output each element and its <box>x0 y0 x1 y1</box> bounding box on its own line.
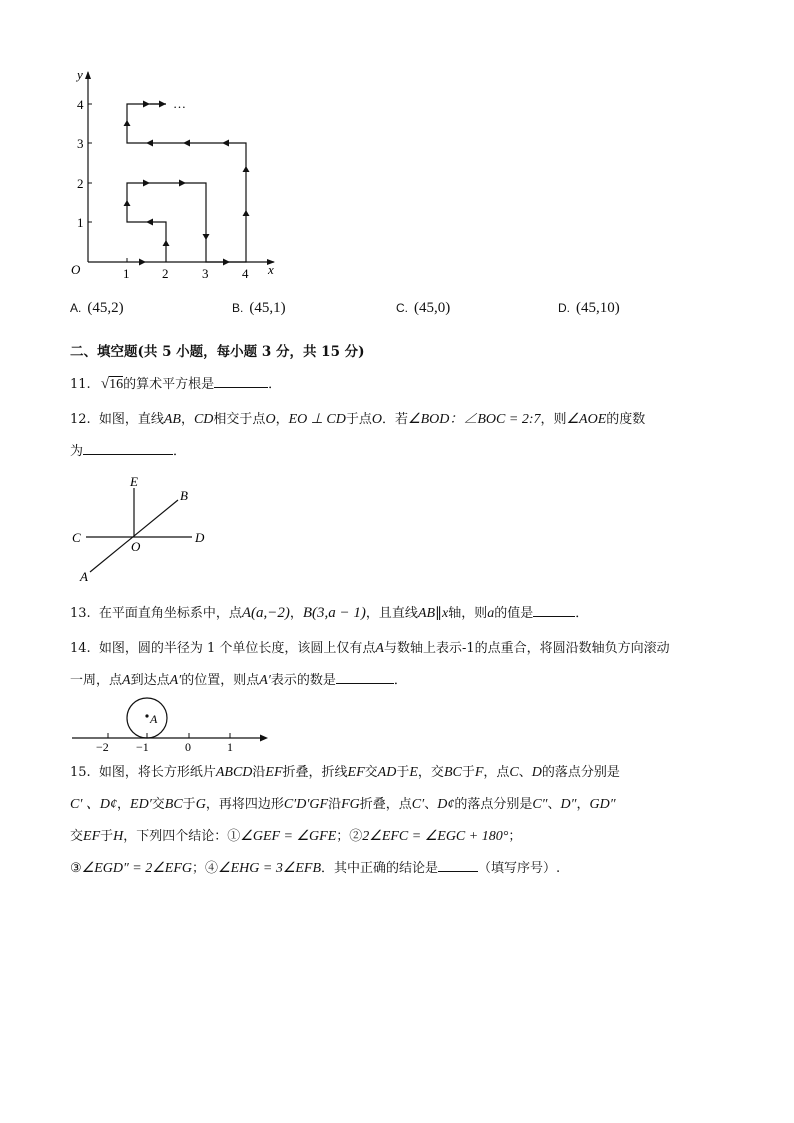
option-value: (45,2) <box>87 300 124 316</box>
question-15-line-4: ③∠EGD″ = 2∠EFG；④∠EHG = 3∠EFB．其中正确的结论是 （填写序号）. <box>70 861 561 876</box>
question-15-line-2: C′ 、D¢，ED′交BC于G，再将四边形C′D′GF沿FG折叠，点C′、D¢的落点分别是C″、D″，GD″ <box>70 797 616 812</box>
x-tick-label: 4 <box>242 266 249 281</box>
option-key: A. <box>70 301 82 315</box>
option-b[interactable] <box>232 300 286 317</box>
label-a: A <box>80 569 88 584</box>
answer-blank[interactable] <box>438 859 478 872</box>
question-number: 11. <box>70 377 91 392</box>
x-tick-label: 3 <box>202 266 209 281</box>
tick-label: 0 <box>185 740 191 754</box>
question-number: 13. <box>70 606 91 621</box>
question-14-line-2: 一周，点A到达点A′的位置，则点A′表示的数是 ． <box>70 673 407 688</box>
answer-blank[interactable] <box>336 671 394 684</box>
label-e: E <box>130 474 138 489</box>
answer-blank[interactable] <box>83 442 173 455</box>
option-d[interactable] <box>558 300 620 317</box>
y-tick-label: 1 <box>77 215 84 230</box>
radicand: 16 <box>109 377 124 392</box>
ellipsis: … <box>173 96 186 111</box>
answer-blank[interactable] <box>533 604 575 617</box>
intersecting-lines-figure <box>66 472 216 584</box>
label-o: O <box>131 539 141 554</box>
question-12-line-1: 12. 如图，直线AB，CD相交于点O，EO ⊥ CD于点O．若∠BOD：∠BOC = 2:7，则∠AOE的度数 <box>70 412 646 427</box>
rolling-circle <box>127 698 167 738</box>
answer-blank[interactable] <box>214 375 268 388</box>
sqrt-expression: √16 <box>100 376 124 392</box>
question-number: 12. <box>70 412 91 427</box>
tick-label: 1 <box>227 740 233 754</box>
label-d: D <box>195 530 205 545</box>
y-axis-label: y <box>77 67 83 82</box>
question-14-line-1: 14. 如图，圆的半径为 1 个单位长度，该圆上仅有点A与数轴上表示-1的点重合，将圆沿数轴负方向滚动 <box>70 641 670 656</box>
q11-text: 的算术平方根是 <box>123 377 215 392</box>
point-a-label: A <box>150 712 158 726</box>
option-a[interactable] <box>70 300 124 317</box>
question-15-line-1: 15. 如图，将长方形纸片ABCD沿EF折叠，折线EF交AD于E，交BC于F，点C、D的落点分别是 <box>70 765 620 780</box>
option-value: (45,10) <box>576 300 620 316</box>
section-heading: 二、填空题(共 5 小题，每小题 3 分，共 15 分) <box>70 344 365 360</box>
y-tick-label: 2 <box>77 176 84 191</box>
question-13: 13. 在平面直角坐标系中，点A(a,−2)，B(3,a − 1)，且直线AB∥x轴，则a的值是 ． <box>70 605 589 621</box>
option-value: (45,1) <box>249 300 286 316</box>
origin-label: O <box>71 262 81 277</box>
point-a-dot <box>145 714 148 717</box>
question-15-line-3: 交EF于H，下列四个结论：①∠GEF = ∠GFE；②2∠EFC = ∠EGC + 180°； <box>70 829 522 844</box>
question-number: 14. <box>70 641 91 656</box>
coordinate-path-figure <box>60 62 290 282</box>
option-c[interactable] <box>396 300 450 317</box>
y-tick-label: 4 <box>77 97 84 112</box>
number-line-figure <box>66 694 276 756</box>
question-12-line-2: 为 ． <box>70 444 187 459</box>
option-key: D. <box>558 301 570 315</box>
option-key: B. <box>232 301 244 315</box>
label-b: B <box>180 488 188 503</box>
label-c: C <box>72 530 81 545</box>
option-key: C. <box>396 301 408 315</box>
x-tick-label: 2 <box>162 266 169 281</box>
question-number: 15. <box>70 765 91 780</box>
question-11: 11. √16的算术平方根是 ． <box>70 374 281 395</box>
x-axis-label: x <box>268 262 274 277</box>
tick-label: −2 <box>96 740 109 754</box>
y-tick-label: 3 <box>77 136 84 151</box>
tick-label: −1 <box>136 740 149 754</box>
option-value: (45,0) <box>414 300 451 316</box>
x-tick-label: 1 <box>123 266 130 281</box>
